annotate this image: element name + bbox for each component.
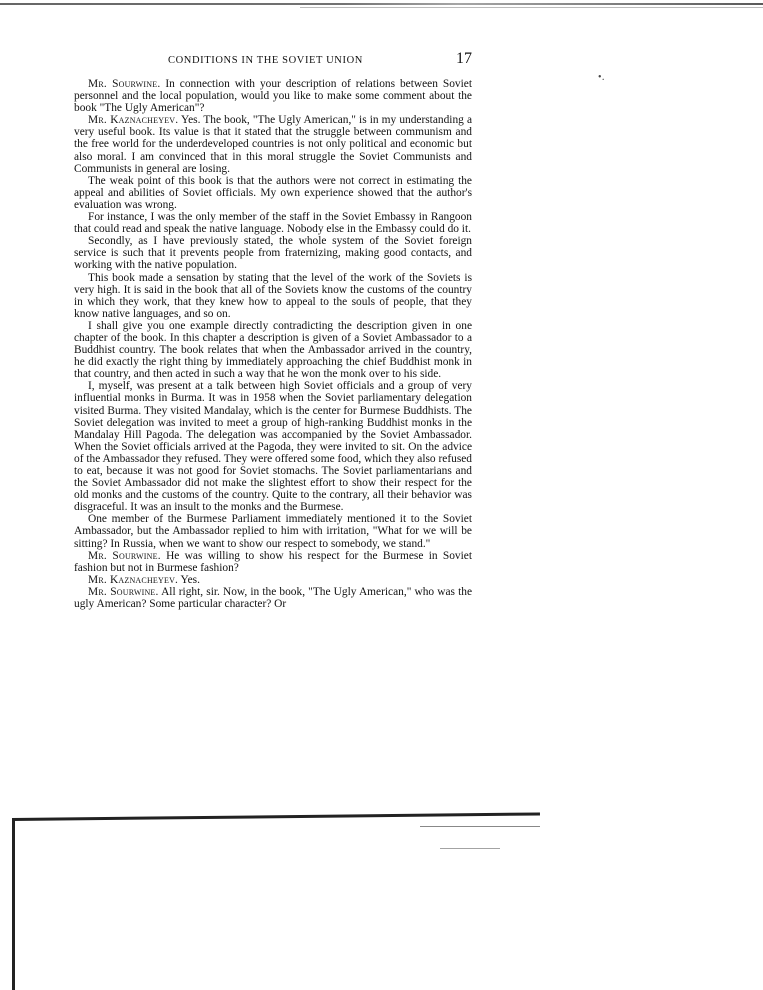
paragraph-text: One member of the Burmese Parliament immediately mentioned it to the Soviet Ambassador, but the Ambassador replied to him with irritation, "What for we will be sitting? In Russia, when we want to show our respect to somebody, we stand.": [74, 513, 472, 550]
paragraph: [74, 380, 472, 513]
paragraph-text: Yes. The book, "The Ugly American," is in my understanding a very useful book. Its value is that it stated that the struggle between communism and the free world for the underdeveloped countries is not only political and economic but also moral. I am convinced that in this moral struggle the Soviet Communists and Communists in general are losing.: [74, 114, 472, 175]
paragraph-text: This book made a sensation by stating that the level of the work of the Soviets is very high. It is said in the book that all of the Soviets know the customs of the country in which they work, that they knew how to appeal to the souls of people, that they know native languages, and so on.: [74, 271, 472, 320]
speaker-name: Mr. Sourwine.: [88, 78, 161, 90]
running-title: CONDITIONS IN THE SOVIET UNION: [168, 55, 363, 66]
speaker-name: Mr. Kaznacheyev.: [88, 114, 179, 127]
paragraph-text: In connection with your description of relations between Soviet personnel and the local population, would you like to make some comment about the book "The Ugly American"?: [74, 78, 472, 115]
page-number: 17: [456, 50, 472, 67]
paragraph-text: I shall give you one example directly contradicting the description given in one chapter of the book. In this chapter a description is given of a Soviet Ambassador to a Buddhist country. The book relates that when the Ambassador arrived in the country, he did exactly the right thing by immediately approaching the chief Buddhist monk in that country, and then acted in such a way that he won the monk over to his side.: [74, 319, 472, 381]
paragraph: [74, 78, 472, 114]
scan-mark: [440, 848, 500, 849]
paragraph: [74, 513, 472, 549]
paragraph-text: He was willing to show his respect for the Burmese in Soviet fashion but not in Burmese fashion?: [74, 549, 472, 574]
paragraph: [74, 272, 472, 320]
scan-edge-bottom: [12, 812, 540, 821]
paragraph: [74, 586, 472, 610]
paragraph: [74, 175, 472, 211]
paragraph-text: All right, sir. Now, in the book, "The Ugly American," who was the ugly American? Some particular character? Or: [74, 585, 472, 611]
page-body: [74, 78, 472, 610]
paragraph-text: Secondly, as I have previously stated, the whole system of the Soviet foreign service is such that it prevents people from fraternizing, making good contacts, and working with the native population.: [74, 235, 472, 272]
paragraph: [74, 211, 472, 235]
paragraph-text: I, myself, was present at a talk between high Soviet officials and a group of very influential monks in Burma. It was in 1958 when the Soviet parliamentary delegation visited Burma. They visited Mandalay, which is the center for Burmese Buddhists. The Soviet delegation was invited to meet a group of high-ranking Buddhist monks in the Mandalay Hill Pagoda. The delegation was accompanied by the Soviet Ambassador. When the Soviet officials arrived at the Pagoda, they were invited to sit. On the advice of the Ambassador they refused. They were offered some food, which they also refused to eat, because it was not good for Soviet stomachs. The Soviet parliamentarians and the Soviet Ambassador did not make the slightest effort to show their respect for the old monks and the customs of the country. Quite to the contrary, all their behavior was disgraceful. It was an insult to the monks and the Burmese.: [74, 380, 472, 514]
paragraph: [74, 320, 472, 380]
speaker-name: Mr. Kaznacheyev.: [88, 573, 179, 586]
speaker-name: Mr. Sourwine.: [88, 585, 159, 598]
paragraph: [74, 574, 472, 586]
paragraph-text: Yes.: [180, 573, 200, 586]
scan-speck: •․: [598, 72, 605, 83]
speaker-name: Mr. Sourwine.: [88, 549, 161, 562]
paragraph-text: For instance, I was the only member of the staff in the Soviet Embassy in Rangoon that could read and speak the native language. Nobody else in the Embassy could do it.: [74, 211, 472, 236]
paragraph-text: The weak point of this book is that the authors were not correct in estimating the appeal and abilities of Soviet officials. My own experience showed that the author's evaluation was wrong.: [74, 174, 472, 211]
page-header: [74, 50, 472, 72]
scan-edge-bottom-secondary: [420, 826, 540, 827]
paragraph: [74, 550, 472, 574]
paragraph: [74, 114, 472, 174]
scan-edge-top-secondary: [300, 7, 763, 8]
paragraph: [74, 235, 472, 271]
scan-edge-left: [12, 818, 15, 990]
scan-edge-top: [0, 3, 763, 5]
